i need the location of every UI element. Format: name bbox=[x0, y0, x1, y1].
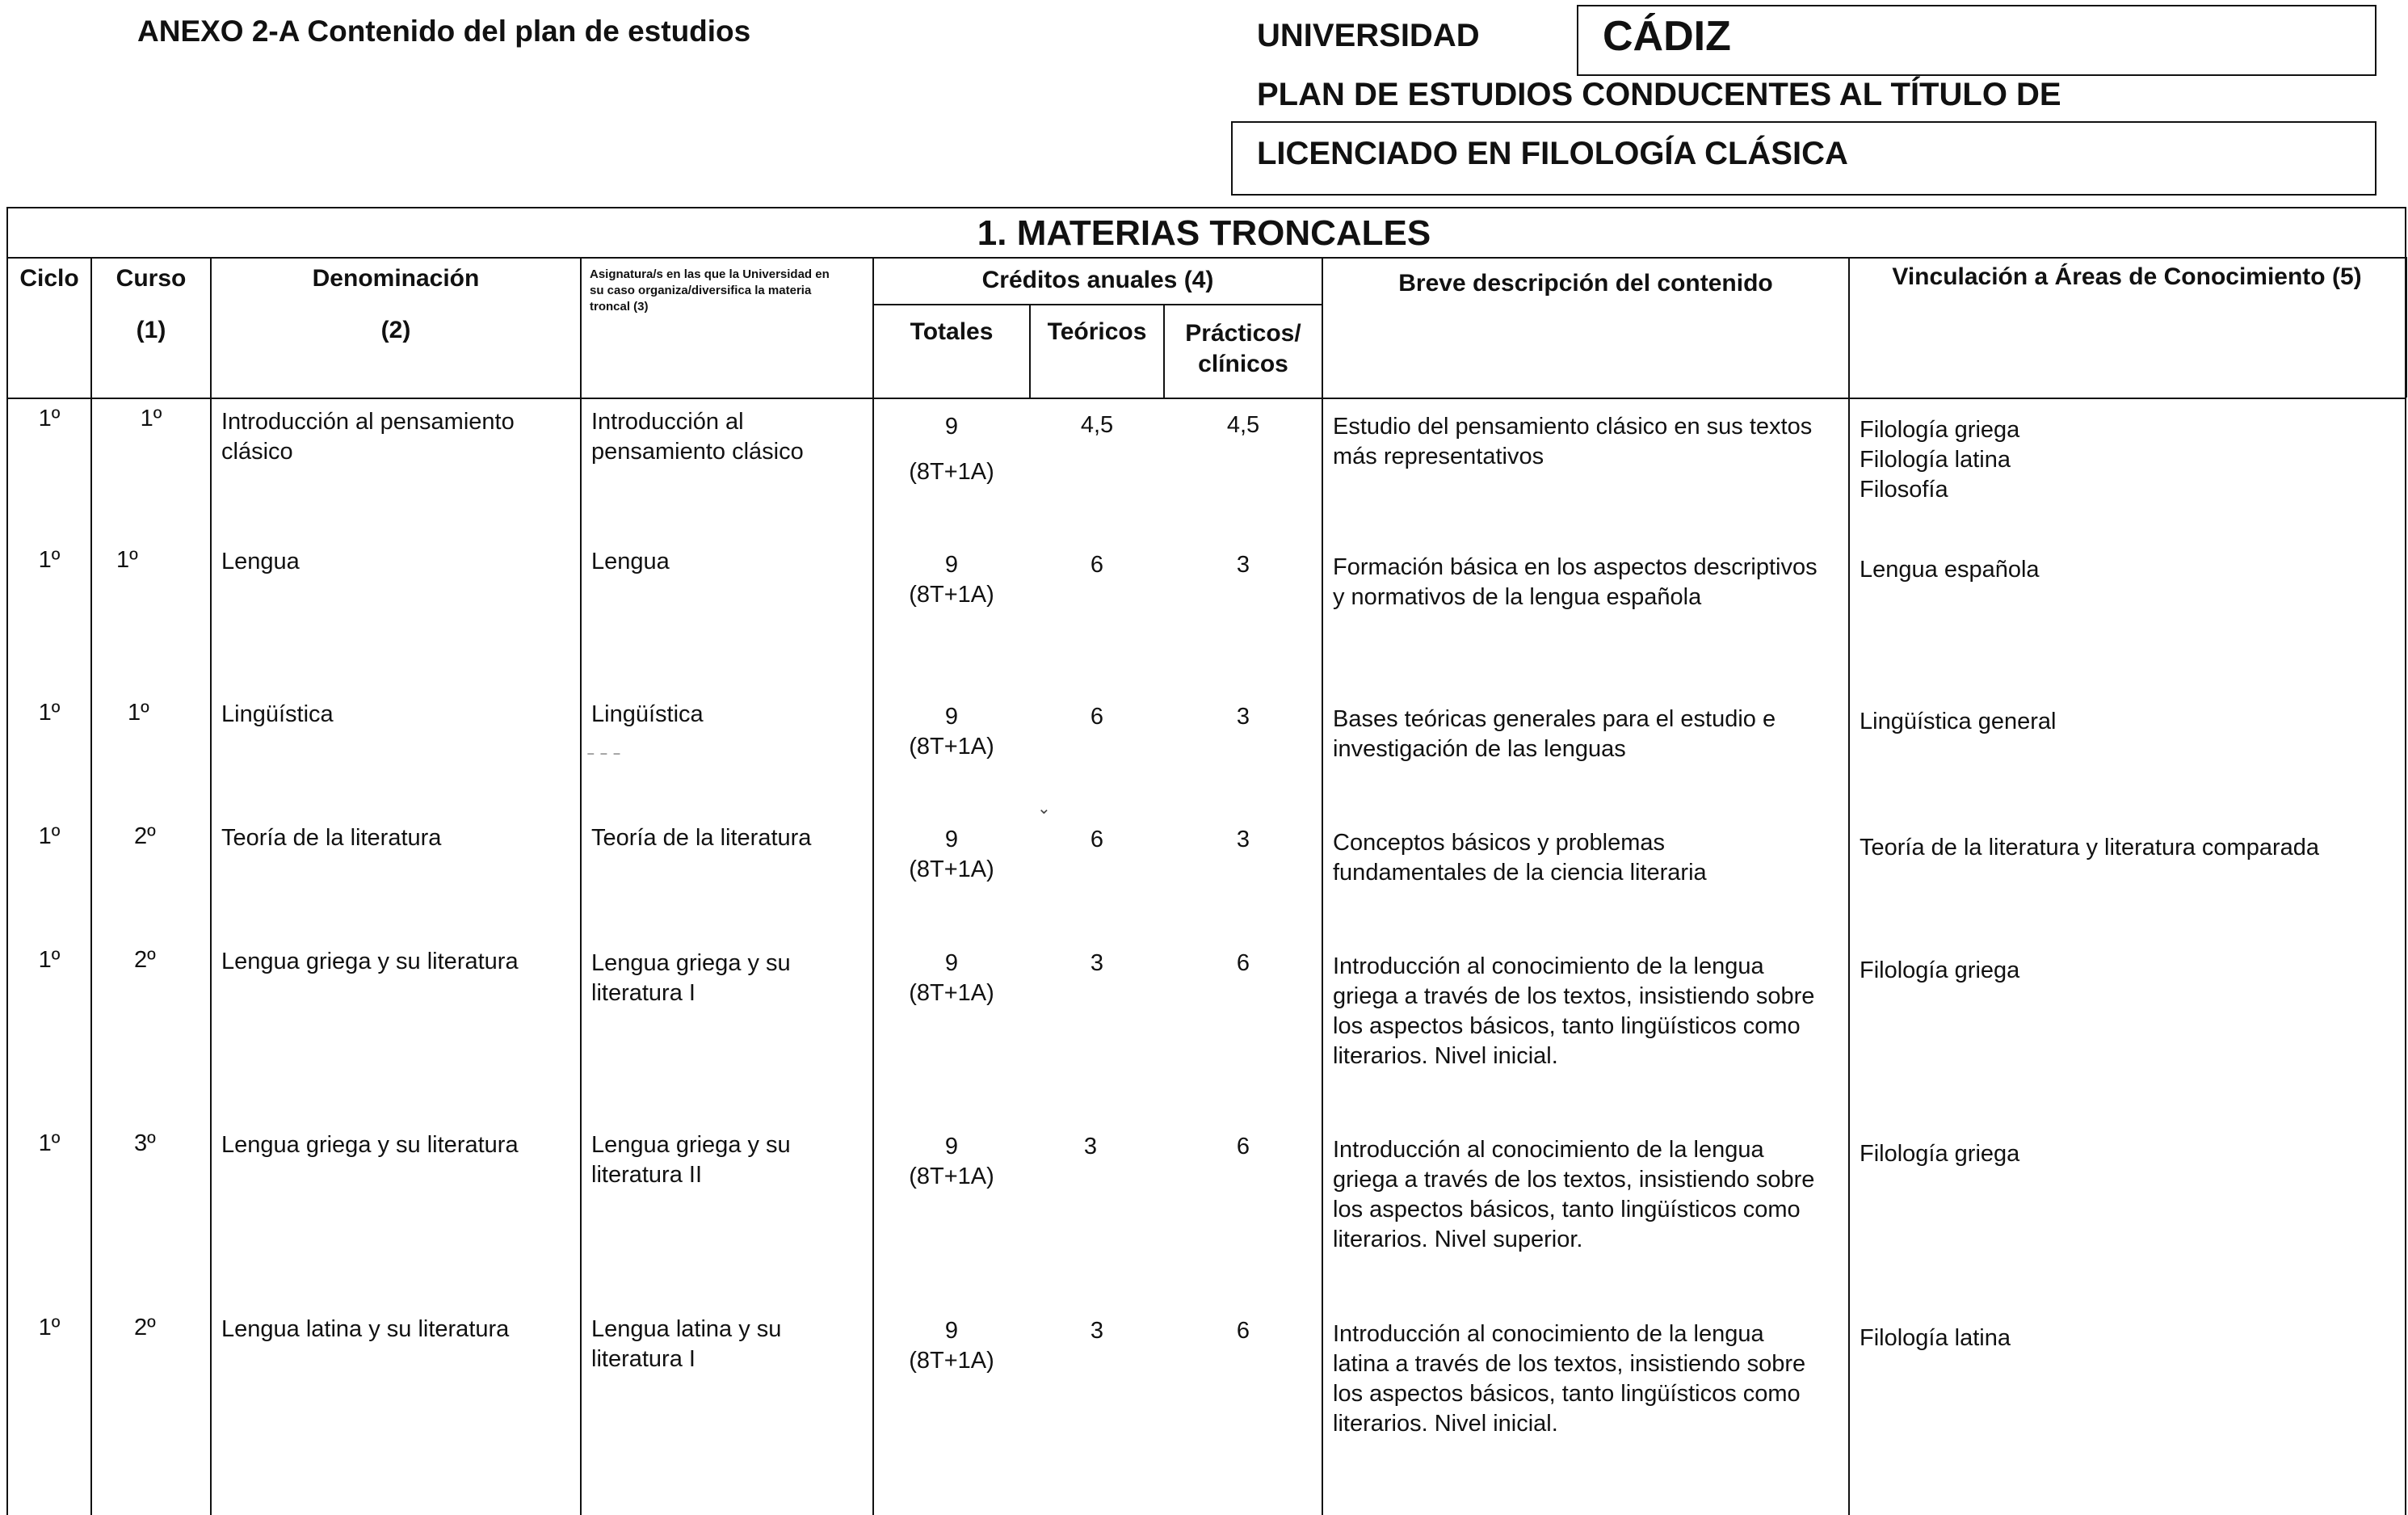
cell-totales: 9 bbox=[944, 414, 959, 440]
cell-totales: 9 bbox=[944, 704, 959, 730]
cell-teoricos: 6 bbox=[1090, 704, 1104, 730]
cell-teoricos: 3 bbox=[1090, 1318, 1104, 1344]
cell-denominacion: Lingüística bbox=[221, 701, 334, 727]
table-rule bbox=[6, 257, 2406, 259]
cell-area: Lengua española bbox=[1860, 557, 2040, 583]
cell-totales-detail: (8T+1A) bbox=[909, 856, 994, 882]
cell-totales-detail: (8T+1A) bbox=[909, 980, 994, 1006]
cell-descripcion: Estudio del pensamiento clásico en sus textos más representativos bbox=[1333, 414, 1813, 469]
col-curso-note: (1) bbox=[136, 317, 166, 343]
cell-area: Filosofía bbox=[1860, 477, 1948, 503]
col-ciclo: Ciclo bbox=[19, 265, 79, 292]
cell-denominacion: Teoría de la literatura bbox=[221, 825, 442, 851]
cell-practicos: 3 bbox=[1236, 827, 1250, 852]
cell-denominacion: Lengua bbox=[221, 549, 300, 574]
cell-ciclo: 1º bbox=[38, 700, 61, 726]
plan-label: PLAN DE ESTUDIOS CONDUCENTES AL TÍTULO DE bbox=[1257, 77, 2061, 112]
table-rule bbox=[90, 257, 92, 1515]
table-rule bbox=[1848, 257, 1850, 1515]
cell-ciclo: 1º bbox=[38, 547, 61, 573]
table-rule bbox=[2406, 257, 2407, 398]
cell-descripcion: Introducción al conocimiento de la lengua griega a través de los textos, insistiendo sobre los aspectos básicos, tanto lingüísticos como literarios. Nivel inicial. bbox=[1333, 953, 1815, 1069]
cell-ciclo: 1º bbox=[38, 947, 61, 973]
degree-title: LICENCIADO EN FILOLOGÍA CLÁSICA bbox=[1257, 136, 1848, 171]
cell-curso: 1º bbox=[128, 700, 149, 726]
cell-totales: 9 bbox=[944, 1318, 959, 1344]
cell-totales: 9 bbox=[944, 552, 959, 578]
cell-asignatura: Lengua bbox=[591, 549, 670, 574]
cell-denominacion: Lengua latina y su literatura bbox=[221, 1316, 510, 1342]
cell-teoricos: 4,5 bbox=[1080, 412, 1114, 438]
cell-totales: 9 bbox=[944, 950, 959, 976]
cell-descripcion: Formación básica en los aspectos descriptivos y normativos de la lengua española bbox=[1333, 554, 1818, 610]
table-rule bbox=[580, 257, 582, 1515]
cell-asignatura: Lengua griega y su literatura I bbox=[591, 950, 791, 1006]
cell-asignatura: Teoría de la literatura bbox=[591, 825, 812, 851]
cell-ciclo: 1º bbox=[38, 406, 61, 431]
cell-totales: 9 bbox=[944, 1134, 959, 1159]
cell-curso: 2º bbox=[134, 1315, 156, 1340]
cell-descripcion: Introducción al conocimiento de la lengua griega a través de los textos, insistiendo sobre los aspectos básicos, tanto lingüísticos como literarios. Nivel superior. bbox=[1333, 1137, 1815, 1252]
table-rule bbox=[6, 398, 2406, 399]
cell-practicos: 3 bbox=[1236, 552, 1250, 578]
col-denominacion: Denominación bbox=[312, 265, 480, 292]
cell-denominacion: Lengua griega y su literatura bbox=[221, 1132, 519, 1158]
cell-teoricos: 6 bbox=[1090, 827, 1104, 852]
cell-ciclo: 1º bbox=[38, 1315, 61, 1340]
section-title: 1. MATERIAS TRONCALES bbox=[977, 213, 1431, 253]
cell-area: Filología griega bbox=[1860, 957, 2020, 983]
cell-asignatura: Lengua latina y su literatura I bbox=[591, 1316, 782, 1372]
cell-area: Lingüística general bbox=[1860, 709, 2057, 734]
annex-title: ANEXO 2-A Contenido del plan de estudios bbox=[137, 15, 751, 48]
cell-asignatura: Lengua griega y su literatura II bbox=[591, 1132, 791, 1188]
cell-curso: 1º bbox=[140, 406, 162, 431]
cell-teoricos: 3 bbox=[1090, 950, 1104, 976]
cell-curso: 1º bbox=[116, 547, 138, 573]
col-creditos: Créditos anuales (4) bbox=[981, 267, 1214, 293]
cell-area: Filología latina bbox=[1860, 1325, 2011, 1351]
cell-teoricos: 3 bbox=[1083, 1134, 1098, 1159]
cell-totales: 9 bbox=[944, 827, 959, 852]
cell-ciclo: 1º bbox=[38, 1130, 61, 1156]
table-rule bbox=[872, 304, 1322, 305]
cell-descripcion: Bases teóricas generales para el estudio e investigación de las lenguas bbox=[1333, 706, 1776, 762]
cell-area: Teoría de la literatura y literatura comparada bbox=[1860, 835, 2320, 861]
col-denominacion-note: (2) bbox=[380, 317, 411, 343]
cell-totales-detail: (8T+1A) bbox=[909, 734, 994, 760]
cell-denominacion: Introducción al pensamiento clásico bbox=[221, 409, 515, 465]
cell-curso: 2º bbox=[134, 823, 156, 849]
cell-totales-detail: (8T+1A) bbox=[909, 459, 994, 485]
cell-practicos: 6 bbox=[1236, 950, 1250, 976]
scan-mark: ⌄ bbox=[1037, 800, 1051, 818]
cell-curso: 3º bbox=[134, 1130, 156, 1156]
col-practicos: Prácticos/ clínicos bbox=[1185, 320, 1301, 377]
university-value: CÁDIZ bbox=[1603, 13, 1731, 60]
table-rule bbox=[1322, 398, 1323, 1515]
col-teoricos: Teóricos bbox=[1047, 318, 1147, 345]
cell-curso: 2º bbox=[134, 947, 156, 973]
col-asignatura: Asignatura/s en las que la Universidad en su caso organiza/diversifica la materia troncal (3) bbox=[590, 267, 830, 314]
col-curso: Curso bbox=[116, 265, 187, 292]
cell-asignatura: Lingüística bbox=[591, 701, 704, 727]
cell-area: Filología griega bbox=[1860, 417, 2020, 443]
cell-descripcion: Introducción al conocimiento de la lengua latina a través de los textos, insistiendo sobre los aspectos básicos, tanto lingüísticos como literarios. Nivel inicial. bbox=[1333, 1321, 1806, 1437]
cell-practicos: 6 bbox=[1236, 1318, 1250, 1344]
cell-area: Filología griega bbox=[1860, 1141, 2020, 1167]
cell-area: Filología latina bbox=[1860, 447, 2011, 473]
cell-descripcion: Conceptos básicos y problemas fundamentales de la ciencia literaria bbox=[1333, 830, 1707, 886]
cell-practicos: 4,5 bbox=[1226, 412, 1260, 438]
cell-totales-detail: (8T+1A) bbox=[909, 1164, 994, 1189]
university-label: UNIVERSIDAD bbox=[1257, 18, 1480, 53]
cell-asignatura: Introducción al pensamiento clásico bbox=[591, 409, 804, 465]
cell-ciclo: 1º bbox=[38, 823, 61, 849]
cell-denominacion: Lengua griega y su literatura bbox=[221, 949, 519, 974]
cell-totales-detail: (8T+1A) bbox=[909, 1348, 994, 1374]
col-totales: Totales bbox=[910, 318, 994, 345]
cell-teoricos: 6 bbox=[1090, 552, 1104, 578]
cell-totales-detail: (8T+1A) bbox=[909, 582, 994, 608]
cell-practicos: 6 bbox=[1236, 1134, 1250, 1159]
col-descripcion: Breve descripción del contenido bbox=[1398, 270, 1773, 297]
scan-mark: ⁻ ⁻ ⁻ bbox=[586, 748, 621, 766]
col-areas: Vinculación a Áreas de Conocimiento (5) bbox=[1892, 263, 2362, 290]
cell-practicos: 3 bbox=[1236, 704, 1250, 730]
table-rule bbox=[210, 257, 212, 1515]
